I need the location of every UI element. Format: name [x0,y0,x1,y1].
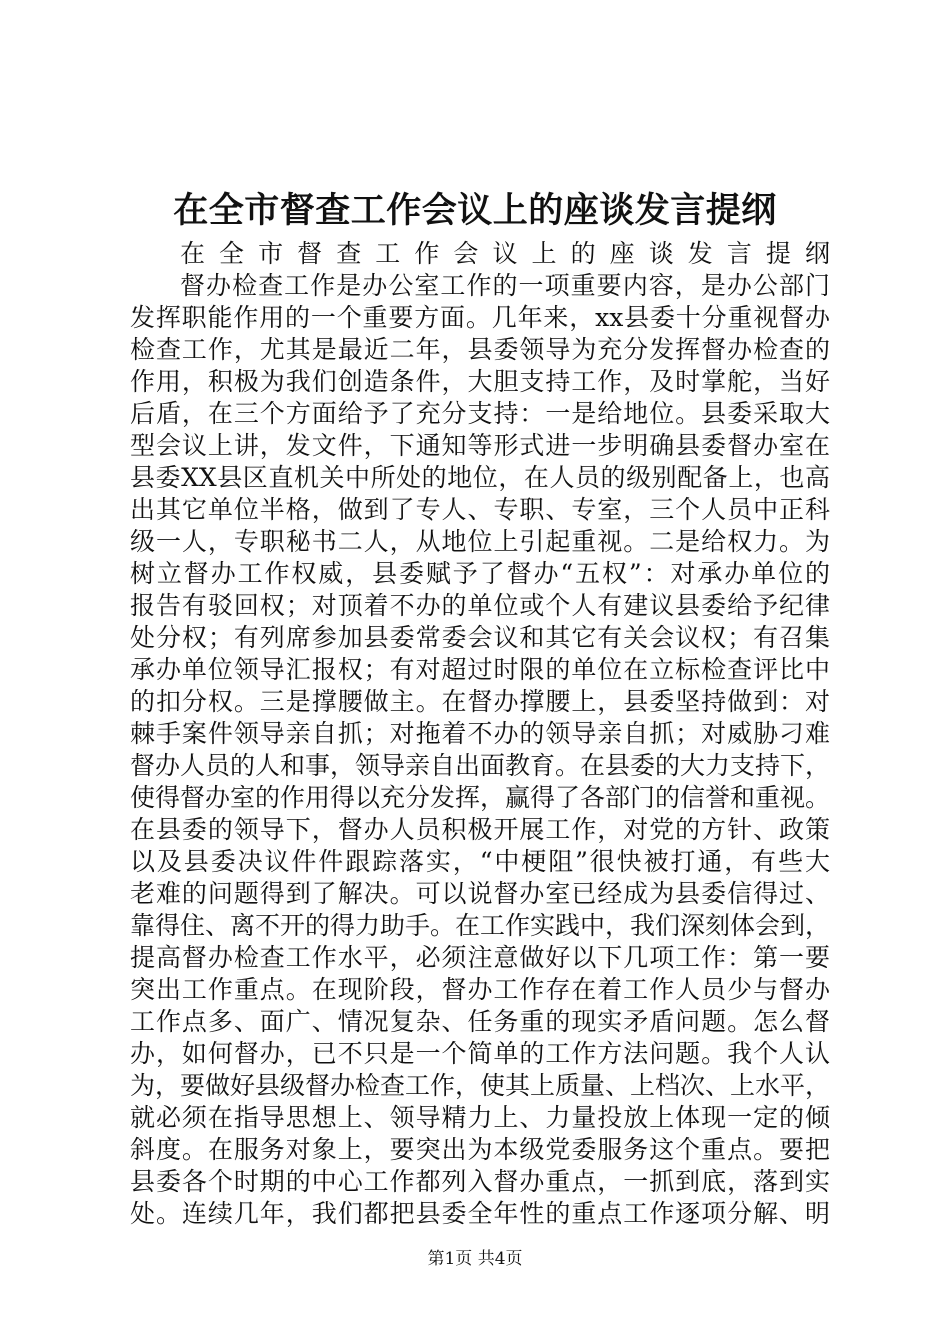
document-body [130,238,830,1230]
body-line: 老难的问题得到了解决。可以说督办室已经成为县委信得过、 [130,879,830,908]
body-line: 检查工作，尤其是最近二年，县委领导为充分发挥督办检查的 [130,335,830,364]
body-line: 级一人，专职秘书二人，从地位上引起重视。二是给权力。为 [130,527,830,556]
body-line: 工作点多、面广、情况复杂、任务重的现实矛盾问题。怎么督 [130,1007,830,1036]
body-line: 报告有驳回权；对顶着不办的单位或个人有建议县委给予纪律 [130,591,830,620]
body-line: 承办单位领导汇报权；有对超过时限的单位在立标检查评比中 [130,655,830,684]
body-line: 提高督办检查工作水平，必须注意做好以下几项工作：第一要 [130,943,830,972]
body-line: 棘手案件领导亲自抓；对拖着不办的领导亲自抓；对威胁刁难 [130,719,830,748]
body-line: 办，如何督办，已不只是一个简单的工作方法问题。我个人认 [130,1039,830,1068]
body-line: 在县委的领导下，督办人员积极开展工作，对党的方针、政策 [130,815,830,844]
body-line: 发挥职能作用的一个重要方面。几年来，xx县委十分重视督办 [130,303,830,332]
body-line: 出其它单位半格，做到了专人、专职、专室，三个人员中正科 [130,495,830,524]
body-line-subtitle: 在全市督查工作会议上的座谈发言提纲 [180,239,830,268]
body-line: 处分权；有列席参加县委常委会议和其它有关会议权；有召集 [130,623,830,652]
body-line: 的扣分权。三是撑腰做主。在督办撑腰上，县委坚持做到：对 [130,687,830,716]
body-line: 靠得住、离不开的得力助手。在工作实践中，我们深刻体会到， [130,911,830,940]
body-line: 突出工作重点。在现阶段，督办工作存在着工作人员少与督办 [130,975,830,1004]
body-line: 使得督办室的作用得以充分发挥，赢得了各部门的信誉和重视。 [130,783,830,812]
body-line: 为，要做好县级督办检查工作，使其上质量、上档次、上水平， [130,1071,830,1100]
body-line: 县委XX县区直机关中所处的地位，在人员的级别配备上，也高 [130,463,830,492]
body-line: 斜度。在服务对象上，要突出为本级党委服务这个重点。要把 [130,1135,830,1164]
body-line: 作用，积极为我们创造条件，大胆支持工作，及时掌舵，当好 [130,367,830,396]
body-line: 县委各个时期的中心工作都列入督办重点，一抓到底，落到实 [130,1167,830,1196]
body-line: 以及县委决议件件跟踪落实，“中梗阻”很快被打通，有些大 [130,847,830,876]
body-line: 督办检查工作是办公室工作的一项重要内容，是办公部门 [180,271,830,300]
body-line: 督办人员的人和事，领导亲自出面教育。在县委的大力支持下， [130,751,830,780]
body-line: 处。连续几年，我们都把县委全年性的重点工作逐项分解、明 [130,1199,830,1228]
body-line: 后盾，在三个方面给予了充分支持：一是给地位。县委采取大 [130,399,830,428]
body-line: 树立督办工作权威，县委赋予了督办“五权”：对承办单位的 [130,559,830,588]
document-title: 在全市督查工作会议上的座谈发言提纲 [173,190,777,231]
body-line: 就必须在指导思想上、领导精力上、力量投放上体现一定的倾 [130,1103,830,1132]
body-line: 型会议上讲，发文件，下通知等形式进一步明确县委督办室在 [130,431,830,460]
page-number-footer: 第1页 共4页 [427,1249,523,1269]
